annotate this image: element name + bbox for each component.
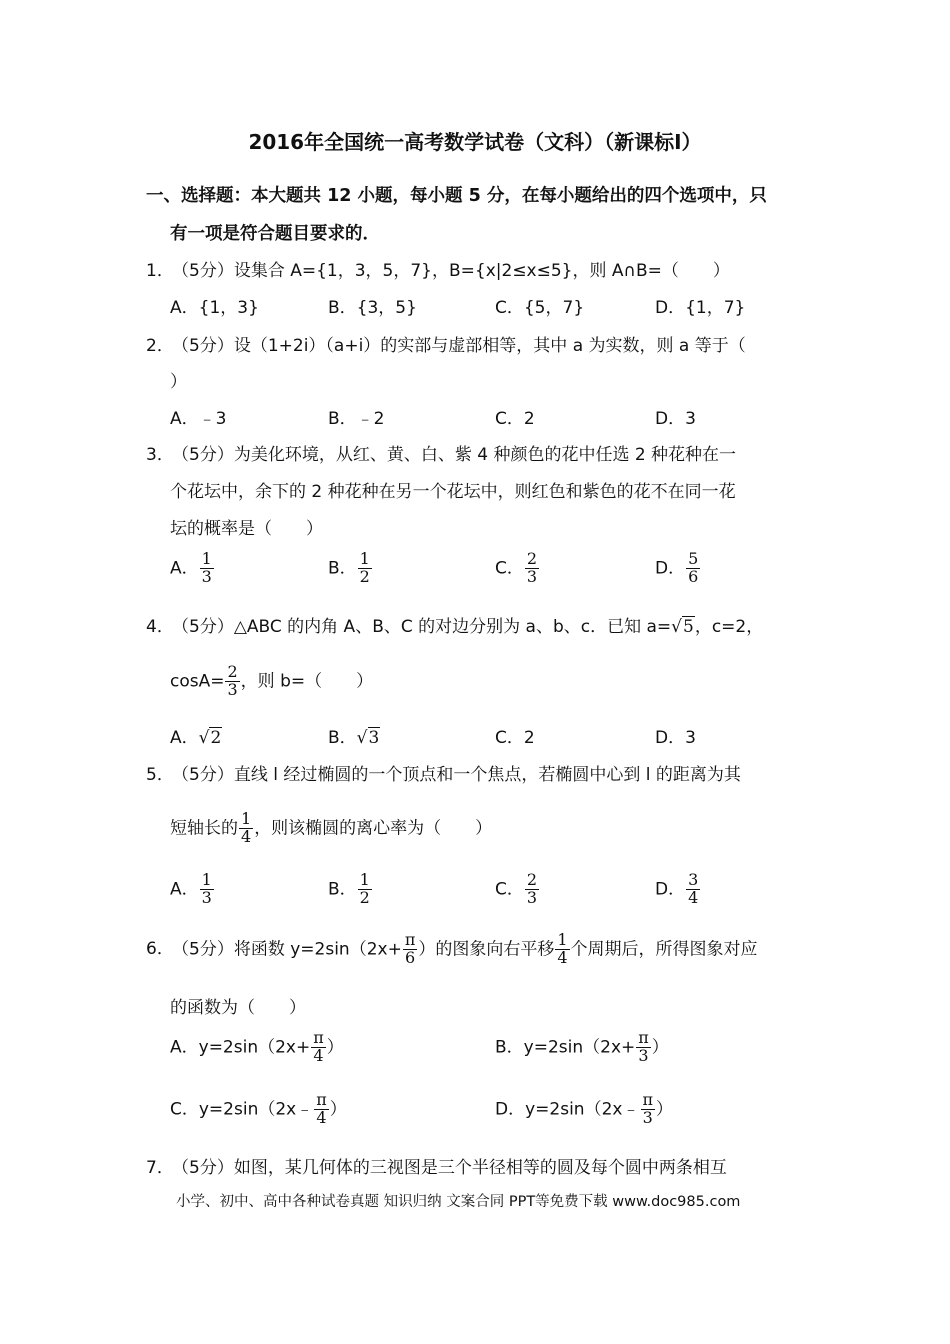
numerator: 1 (359, 549, 370, 568)
fraction (686, 551, 700, 586)
option-label: A．y=2sin（2x+ (170, 1037, 311, 1058)
numerator: 2 (227, 662, 238, 681)
denominator: 2 (359, 566, 370, 586)
text: ，则该椭圆的离心率为（ ） (254, 818, 493, 839)
fraction (200, 551, 214, 586)
option-d[interactable] (495, 1092, 673, 1127)
denominator: 2 (359, 887, 370, 907)
question-4 (146, 612, 763, 637)
option-label: D．y=2sin（2x﹣ (495, 1099, 640, 1120)
denominator: 4 (241, 826, 252, 846)
question-4-options (170, 723, 770, 749)
denominator: 3 (526, 566, 538, 586)
numerator: 1 (557, 930, 568, 949)
question-number: 7． (146, 1158, 174, 1178)
numerator: 2 (526, 549, 538, 568)
numerator: π (316, 1090, 327, 1109)
fraction (555, 932, 569, 967)
fraction (358, 551, 372, 586)
denominator: 3 (642, 1107, 653, 1127)
question-text-tail: ，c=2， (694, 617, 764, 637)
fraction (403, 932, 418, 967)
question-text: （5分）为美化环境，从红、黄、白、紫 4 种颜色的花中任选 2 种花种在一 (172, 445, 737, 465)
denominator: 4 (688, 887, 699, 907)
option-label: B． (328, 728, 357, 748)
option-label: B． (328, 558, 357, 579)
option-d[interactable]: D．3 (655, 728, 696, 748)
numerator: 1 (201, 549, 212, 568)
question-6-options-row2 (170, 1092, 820, 1136)
question-text: 个周期后，所得图象对应 (570, 939, 758, 960)
option-a[interactable]: A．﹣3 (170, 409, 227, 429)
option-tail: ） (329, 1099, 347, 1120)
text: cosA= (170, 671, 225, 692)
option-label: C．y=2sin（2x﹣ (170, 1099, 314, 1120)
denominator: 6 (688, 566, 699, 586)
question-number: 5． (146, 765, 174, 785)
square-root: √3 (356, 728, 380, 748)
option-label: B． (328, 879, 357, 900)
numerator: 1 (241, 809, 252, 828)
numerator: 1 (201, 870, 212, 889)
denominator: 3 (227, 679, 238, 699)
denominator: 4 (316, 1107, 327, 1127)
question-3-options (170, 551, 770, 595)
question-1 (146, 256, 730, 281)
option-c[interactable] (495, 872, 540, 907)
option-b[interactable] (328, 551, 373, 586)
denominator: 6 (404, 947, 416, 967)
denominator: 4 (557, 947, 568, 967)
denominator: 3 (201, 566, 212, 586)
option-label: A． (170, 728, 199, 748)
question-3-text-cont-2: 坛的概率是（ ） (170, 519, 323, 539)
option-b[interactable] (328, 723, 380, 748)
radicand: 3 (368, 728, 380, 748)
option-label: C． (495, 879, 524, 900)
fraction (686, 872, 700, 907)
fraction (636, 1030, 651, 1065)
question-number: 4． (146, 617, 174, 637)
option-label: C． (495, 558, 524, 579)
numerator: π (404, 930, 416, 949)
denominator: 4 (313, 1045, 324, 1065)
question-5 (146, 760, 741, 785)
option-b[interactable]: B．{3，5} (328, 298, 417, 318)
question-2-text-cont: ） (170, 372, 187, 392)
option-a[interactable] (170, 872, 215, 907)
option-d[interactable] (655, 551, 701, 586)
numerator: 1 (359, 870, 370, 889)
question-text: （5分）△ABC 的内角 A、B、C 的对边分别为 a、b、c．已知 a= (172, 617, 672, 637)
question-6-text-cont: 的函数为（ ） (170, 998, 306, 1018)
numerator: π (313, 1028, 324, 1047)
option-label: D． (655, 558, 686, 579)
option-a[interactable] (170, 551, 215, 586)
question-7 (146, 1153, 727, 1178)
text: ，则 b=（ ） (240, 671, 374, 692)
option-d[interactable]: D．{1，7} (655, 298, 746, 318)
option-d[interactable]: D．3 (655, 409, 696, 429)
fraction (311, 1030, 326, 1065)
option-tail: ） (326, 1037, 344, 1058)
fraction (239, 811, 253, 846)
question-3 (146, 440, 736, 465)
question-text: ）的图象向右平移 (418, 939, 555, 960)
question-2 (146, 331, 746, 356)
fraction (200, 872, 214, 907)
option-label: D． (655, 879, 686, 900)
question-number: 3． (146, 445, 174, 465)
option-b[interactable] (328, 872, 373, 907)
question-number: 1． (146, 261, 174, 281)
numerator: 5 (688, 549, 699, 568)
question-number: 2． (146, 336, 174, 356)
option-tail: ） (651, 1037, 669, 1058)
footer-watermark: 小学、初中、高中各种试卷真题 知识归纳 文案合同 PPT等免费下载 www.doc985.com (176, 1194, 741, 1210)
question-text: （5分）如图，某几何体的三视图是三个半径相等的圆及每个圆中两条相互 (172, 1158, 727, 1178)
option-c[interactable]: C．2 (495, 409, 535, 429)
denominator: 3 (526, 887, 538, 907)
question-6-options-row1 (170, 1030, 820, 1074)
option-c[interactable] (495, 551, 540, 586)
page-title: 2016年全国统一高考数学试卷（文科）（新课标I） (248, 130, 702, 154)
option-a[interactable] (170, 723, 222, 748)
option-b[interactable] (495, 1030, 669, 1065)
radicand: 2 (210, 728, 222, 748)
radicand: 5 (683, 617, 694, 637)
section-heading-line1: 一、选择题：本大题共 12 小题，每小题 5 分，在每小题给出的四个选项中，只 (146, 186, 767, 206)
question-6 (146, 932, 758, 967)
text: 短轴长的 (170, 818, 238, 839)
option-label: B．y=2sin（2x+ (495, 1037, 636, 1058)
numerator: π (642, 1090, 653, 1109)
option-tail: ） (655, 1099, 673, 1120)
fraction (640, 1092, 655, 1127)
question-text: （5分）将函数 y=2sin（2x+ (172, 939, 402, 960)
option-c[interactable]: C．{5，7} (495, 298, 585, 318)
question-text: （5分）设集合 A={1，3，5，7}，B={x|2≤x≤5}，则 A∩B=（ ） (172, 261, 730, 281)
option-d[interactable] (655, 872, 701, 907)
numerator: 3 (688, 870, 699, 889)
option-a[interactable] (170, 1030, 344, 1065)
question-number: 6． (146, 939, 174, 960)
fraction (525, 872, 539, 907)
denominator: 3 (638, 1045, 649, 1065)
option-a[interactable]: A．{1，3} (170, 298, 259, 318)
question-3-text-cont-1: 个花坛中，余下的 2 种花种在另一个花坛中，则红色和紫色的花不在同一花 (170, 482, 736, 502)
option-label: A． (170, 558, 199, 579)
option-c[interactable]: C．2 (495, 728, 535, 748)
fraction (225, 664, 239, 699)
question-4-text-cont (170, 664, 373, 699)
question-text: （5分）设（1+2i）（a+i）的实部与虚部相等，其中 a 为实数，则 a 等于（ (172, 336, 746, 356)
square-root: √5 (671, 617, 694, 637)
numerator: π (638, 1028, 649, 1047)
option-c[interactable] (170, 1092, 347, 1127)
square-root: √2 (198, 728, 222, 748)
fraction (525, 551, 539, 586)
option-b[interactable]: B．﹣2 (328, 409, 385, 429)
fraction (358, 872, 372, 907)
option-label: A． (170, 879, 199, 900)
numerator: 2 (526, 870, 538, 889)
question-text: （5分）直线 l 经过椭圆的一个顶点和一个焦点，若椭圆中心到 l 的距离为其 (172, 765, 741, 785)
denominator: 3 (201, 887, 212, 907)
question-5-options (170, 872, 770, 916)
section-heading-line2: 有一项是符合题目要求的． (170, 224, 380, 244)
question-5-text-cont (170, 811, 492, 846)
fraction (314, 1092, 329, 1127)
